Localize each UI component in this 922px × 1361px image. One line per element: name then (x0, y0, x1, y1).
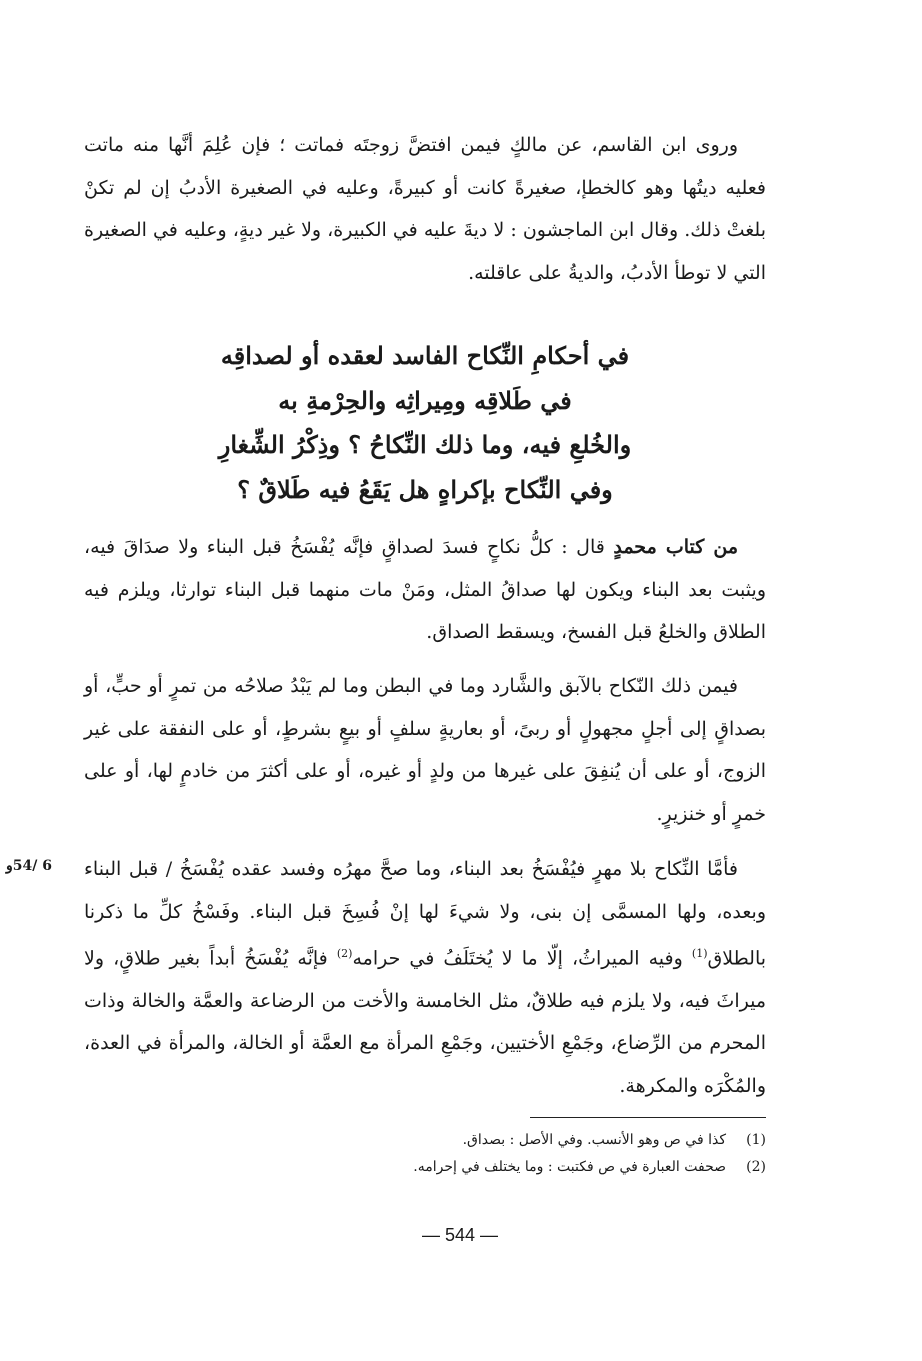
heading-line-4: وفي النِّكاح بإكراهٍ هل يَقَعُ فيه طَلاقٌ ؟ (237, 474, 613, 504)
heading-line-3: والخُلعِ فيه، وما ذلك النِّكاحُ ؟ وذِكْرُ الشِّغارِ (218, 430, 632, 459)
source-reference: من كتاب محمدٍ (613, 536, 738, 558)
paragraph-1-text: وروى ابن القاسم، عن مالكٍ فيمن افتضَّ زوجتَه فماتت ؛ فإن عُلِمَ أنَّها منه ماتت فعليه ديتُها وهو كالخطإ، صغيرةً كانت أو كبيرةً، وعليه في الصغيرة الأدبُ إن لم تكنْ بلغتْ ذلك. وقال ابن الماجشون : لا ديةَ عليه في الكبيرة، ولا غير ديةٍ، وعليه في الصغيرة التي لا توطأ الأدبُ، والديةُ على عاقلته. (84, 134, 766, 284)
paragraph-2-body: قال : كلُّ نكاحٍ فسدَ لصداقٍ فإنَّه يُفْسَخُ قبل البناء ولا صدَاقَ فيه، ويثبت بعد البناء ويكون لها صداقُ المثل، ومَنْ مات منهما قبل البناء توارثا، ويلزم فيه الطلاق والخلعُ قبل الفسخ، ويسقط الصداق. (84, 536, 766, 643)
footnote-1 (84, 1127, 766, 1154)
footnote-2-number: (2) (746, 1159, 766, 1175)
heading-line-1: في أحكامِ النِّكاح الفاسد لعقده أو لصداقِه (220, 341, 630, 370)
paragraph-4-part-3: فإنَّه يُفْسَخُ أبداً بغير طلاقٍ، ولا ميراثَ فيه، ولا يلزم فيه طلاقٌ، مثل الخامسة والأخت من الرضاعة والعمَّة والخالة وذات المحرم من الرِّضاع، وجَمْعِ الأختيين، وجَمْعِ المرأة مع العمَّة أو الخالة، والمرأة في العدة، والمُكْرَه والمكرهة. (84, 947, 766, 1097)
footnote-1-number: (1) (746, 1132, 766, 1148)
paragraph-1 (84, 124, 766, 294)
footnote-2-text: صحفت العبارة في ص فكتبت : وما يختلف في إحرامه. (413, 1159, 726, 1175)
page-number: — 544 — (421, 1225, 499, 1245)
paragraph-3 (84, 665, 766, 835)
footnote-mark-1: (1) (691, 947, 708, 960)
footnotes (84, 1127, 766, 1181)
paragraph-2 (84, 526, 766, 654)
footnote-mark-2: (2) (336, 947, 353, 960)
paragraph-4-part-1: فأمَّا النِّكاح بلا مهرٍ فيُفْسَخُ بعد البناء، وما صحَّ مهرُه وفسد عقده يُفْسَخُ / قبل البناء وبعده، ولها المسمَّى إن بنى، ولا شيءَ لها إنْ فُسِخَ قبل البناء. وفَسْخُ كلِّ ما ذكرنا بالطلاق (84, 858, 767, 970)
footnote-2 (84, 1154, 766, 1181)
paragraph-4 (84, 848, 766, 1107)
paragraph-3-text: فيمن ذلك النّكاح بالآبق والشَّارد وما في البطن وما لم يَبْدُ صلاحُه من تمرٍ أو حبٍّ، أو بصداقٍ إلى أجلٍ مجهولٍ أو ربىً، أو بعاريةٍ سلفٍ أو بيعٍ بشرطٍ، أو على النفقة على غير الزوج، أو على أن يُنفِقَ على غيرها من ولدٍ أو غيره، أو على أكثرَ من خادمٍ لها، أو على خمرٍ أو خنزيرٍ. (84, 675, 766, 825)
heading-line-2: في طَلاقِه ومِيراثِه والحِرْمةِ به (278, 385, 572, 415)
footnote-1-text: كذا في ص وهو الأنسب. وفي الأصل : بصداق. (462, 1132, 726, 1148)
paragraph-2-text (84, 526, 766, 654)
section-heading (84, 334, 766, 512)
paragraph-4-text (84, 848, 766, 1107)
paragraph-4-part-2: وفيه الميراثُ، إلّا ما لا يُختَلَفُ في حرامه (352, 947, 692, 970)
footnote-separator (530, 1117, 766, 1118)
manuscript-margin-reference: 6 /54و (6, 858, 52, 874)
